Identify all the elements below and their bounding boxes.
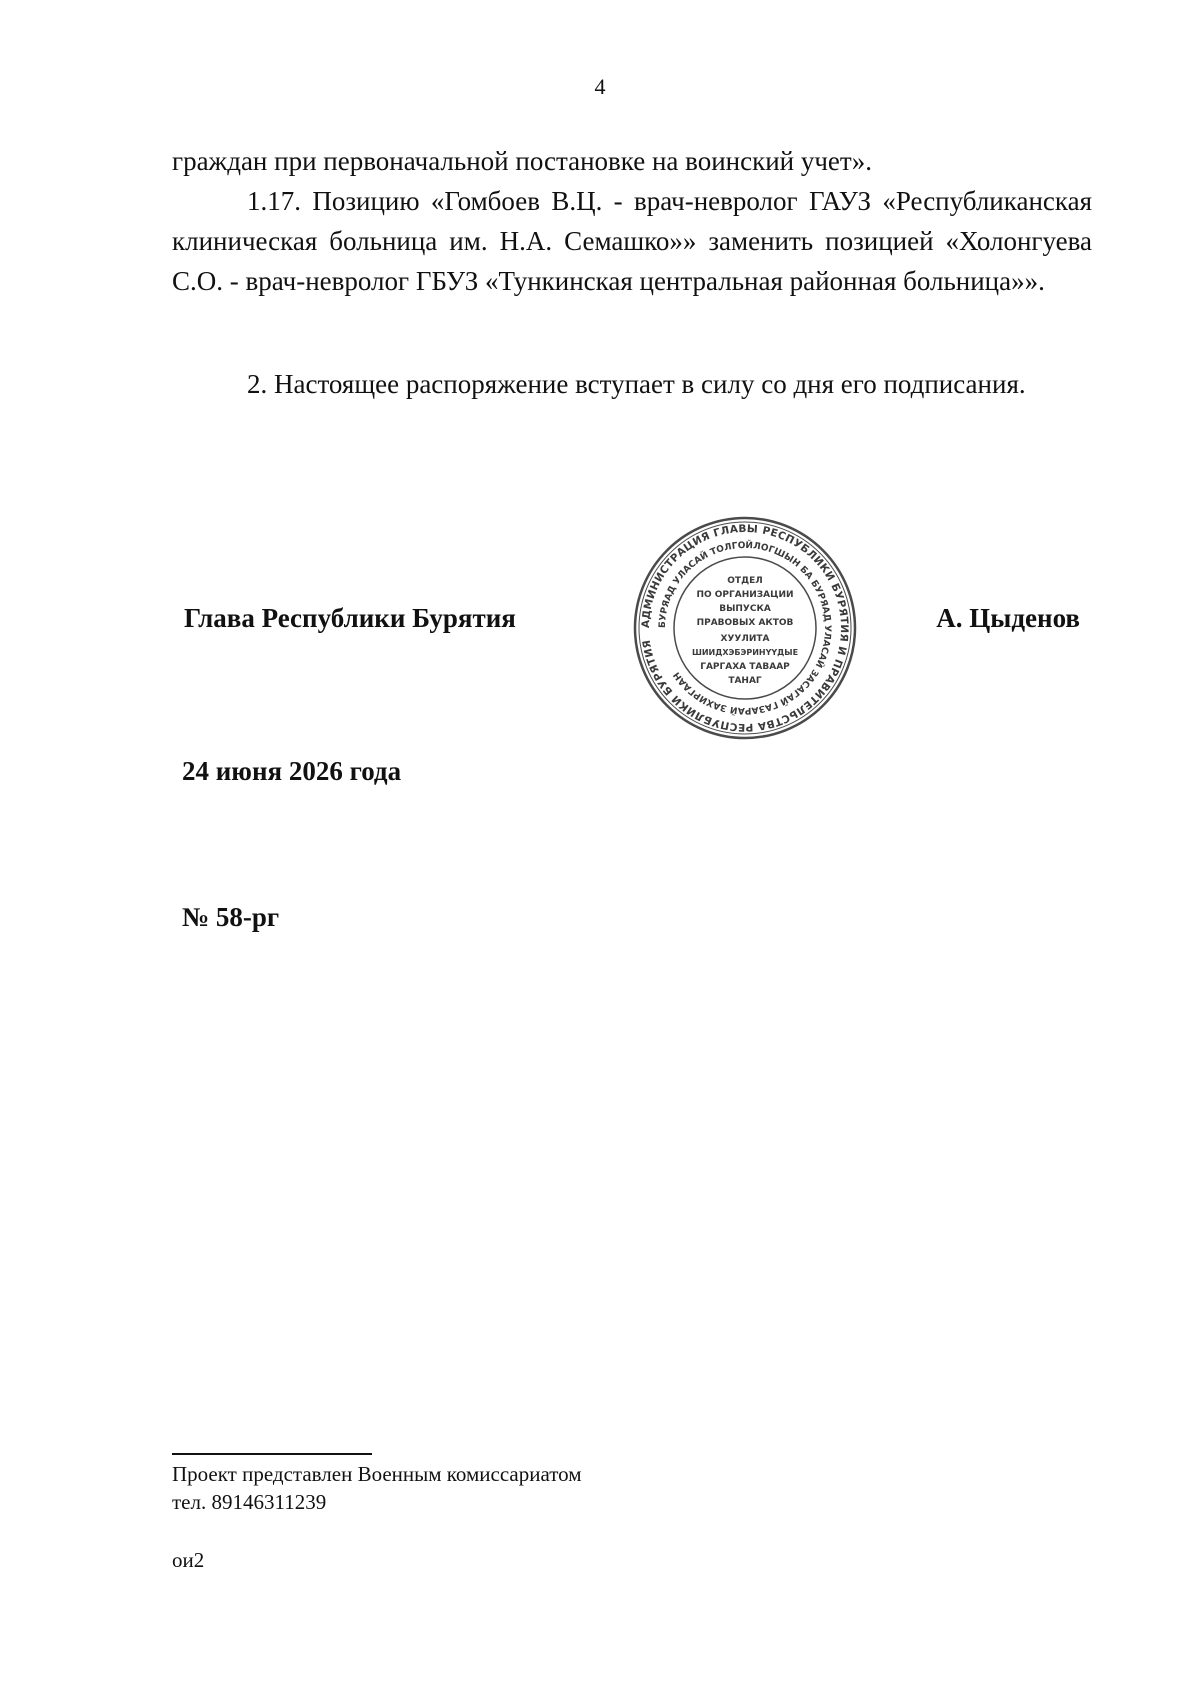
footnote-divider xyxy=(172,1453,372,1455)
seal-center-line: ГАРГАХА ТАВААР xyxy=(700,662,790,672)
seal-center-line: ПРАВОВЫХ АКТОВ xyxy=(696,618,794,628)
seal-center-line: ПО ОРГАНИЗАЦИИ xyxy=(696,590,794,600)
seal-outer-text: АДМИНИСТРАЦИЯ ГЛАВЫ РЕСПУБЛИКИ БУРЯТИЯ И ПРАВИТЕЛЬСТВА РЕСПУБЛИКИ БУРЯТИЯ xyxy=(639,522,851,734)
page-number: 4 xyxy=(594,74,606,99)
footnote-presented-by: Проект представлен Военным комиссариатом xyxy=(172,1462,582,1486)
executor-code: ои2 xyxy=(172,1548,205,1572)
seal-center-line: ОТДЕЛ xyxy=(727,576,763,586)
paragraph-2: 2. Настоящее распоряжение вступает в силу со дня его подписания. xyxy=(247,369,1026,399)
document-date: 24 июня 2026 года xyxy=(182,756,402,786)
paragraph-1-17: 1.17. Позицию «Гомбоев В.Ц. - врач-невролог ГАУЗ «Республиканская клиническая больница им. Н.А. Семашко»» заменить позицией «Холонгуева С.О. - врач-невролог ГБУЗ «Тункинская центральная районная больница»». xyxy=(172,186,1092,296)
seal-center-line: ШИИДХЭБЭРИНҮҮДЫЕ xyxy=(691,648,799,657)
official-seal-stamp xyxy=(632,515,858,741)
document-number: № 58-рг xyxy=(182,902,280,932)
signatory-title: Глава Республики Бурятия xyxy=(184,603,516,633)
footnote-phone: тел. 89146311239 xyxy=(172,1490,327,1514)
signatory-name: А. Цыденов xyxy=(936,603,1080,633)
paragraph-continuation: граждан при первоначальной постановке на воинский учет». xyxy=(172,146,872,176)
seal-center-line: ХУУЛИТА xyxy=(720,634,770,644)
seal-center-line: ТАНАГ xyxy=(728,676,762,686)
seal-inner-ring-text: БУРЯАД УЛАСАЙ ТОЛГОЙЛОГШЫН БА БУРЯАД УЛАСАЙ ЗАСАГАЙ ГАЗАРАЙ ЗАХИРГААН xyxy=(657,540,833,716)
seal-center-line: ВЫПУСКА xyxy=(719,604,771,614)
